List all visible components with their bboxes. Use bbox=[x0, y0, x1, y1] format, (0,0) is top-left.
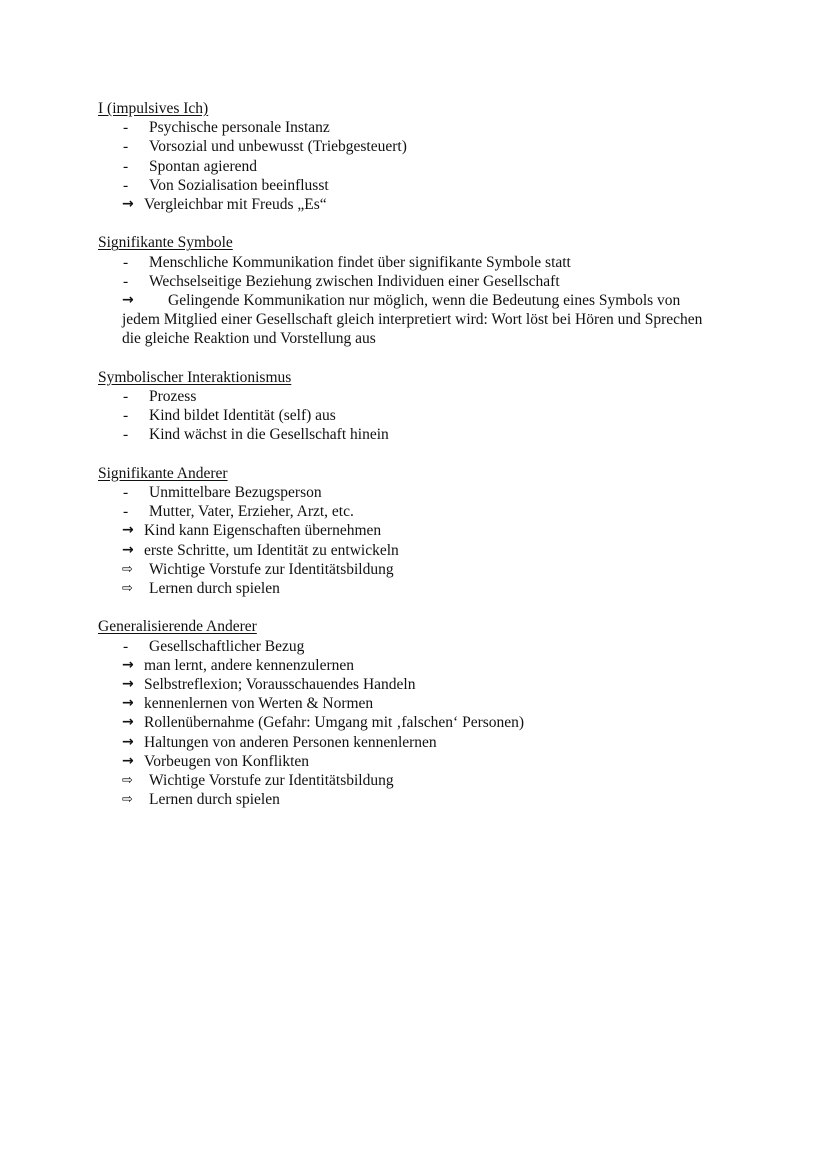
list-item: - Kind wächst in die Gesellschaft hinein bbox=[123, 426, 389, 444]
dash-bullet-icon: - bbox=[123, 119, 129, 137]
dash-bullet-icon: - bbox=[123, 388, 129, 406]
list-item: ⇨ Lernen durch spielen bbox=[122, 791, 280, 809]
list-item: ⇨ Wichtige Vorstufe zur Identitätsbildung bbox=[122, 560, 394, 578]
hollow-arrow-right-icon: ⇨ bbox=[122, 792, 133, 808]
list-item: - Mutter, Vater, Erzieher, Arzt, etc. bbox=[123, 503, 354, 521]
dash-bullet-icon: - bbox=[123, 484, 129, 502]
dash-bullet-icon: - bbox=[123, 407, 129, 425]
dash-bullet-icon: - bbox=[123, 272, 129, 290]
arrow-right-icon: → bbox=[122, 733, 134, 750]
list-item: - Spontan agierend bbox=[123, 157, 258, 175]
arrow-right-icon: → bbox=[122, 695, 134, 712]
section-heading: Symbolischer Interaktionismus bbox=[98, 368, 292, 386]
arrow-right-icon: → bbox=[122, 292, 134, 309]
dash-bullet-icon: - bbox=[123, 176, 129, 194]
list-item: → Kind kann Eigenschaften übernehmen bbox=[122, 522, 382, 540]
section-heading: I (impulsives Ich) bbox=[98, 100, 209, 117]
arrow-right-icon: → bbox=[122, 714, 134, 731]
list-item: - Vorsozial und unbewusst (Triebgesteuert) bbox=[123, 138, 407, 156]
list-item: - Psychische personale Instanz bbox=[123, 119, 330, 137]
list-item: - Kind bildet Identität (self) aus bbox=[123, 407, 336, 425]
list-item: → man lernt, andere kennenzulernen bbox=[122, 656, 355, 674]
section-generalisierende-anderer bbox=[98, 617, 738, 809]
arrow-right-icon: → bbox=[122, 541, 134, 558]
list-item: → Vorbeugen von Konflikten bbox=[122, 752, 310, 770]
dash-bullet-icon: - bbox=[123, 637, 129, 655]
section-heading: Generalisierende Anderer bbox=[98, 618, 257, 636]
list-item: - Gesellschaftlicher Bezug bbox=[123, 637, 305, 655]
arrow-right-icon: → bbox=[122, 522, 134, 539]
dash-bullet-icon: - bbox=[123, 426, 129, 444]
list-item: ⇨ Wichtige Vorstufe zur Identitätsbildung bbox=[122, 772, 394, 790]
list-item: - Menschliche Kommunikation findet über signifikante Symbole statt bbox=[123, 253, 571, 271]
list-item: → Vergleichbar mit Freuds „Es“ bbox=[122, 196, 327, 214]
document-page bbox=[98, 99, 738, 829]
dash-bullet-icon: - bbox=[123, 138, 129, 156]
hollow-arrow-right-icon: ⇨ bbox=[122, 581, 133, 597]
arrow-right-icon: → bbox=[122, 676, 134, 693]
arrow-right-icon: → bbox=[122, 196, 134, 213]
section-symbolischer-interaktionismus bbox=[98, 368, 738, 445]
hollow-arrow-right-icon: ⇨ bbox=[122, 773, 133, 789]
section-heading: Signifikante Symbole bbox=[98, 234, 233, 252]
dash-bullet-icon: - bbox=[123, 253, 129, 271]
hollow-arrow-right-icon: ⇨ bbox=[122, 561, 133, 577]
list-item: → Gelingende Kommunikation nur möglich, wenn die Bedeutung eines Symbols von jedem Mitglied einer Gesellschaft gleich interpretiert wird: Wort löst bei Hören und Sprechen die gleiche Reaktion und Vorstellung aus bbox=[122, 292, 703, 348]
list-item: → Rollenübernahme (Gefahr: Umgang mit ‚falschen‘ Personen) bbox=[122, 714, 525, 732]
list-item: - Unmittelbare Bezugsperson bbox=[123, 484, 322, 502]
section-heading: Signifikante Anderer bbox=[98, 464, 228, 482]
section-impulsives-ich bbox=[98, 99, 738, 214]
dash-bullet-icon: - bbox=[123, 157, 129, 175]
list-item: → erste Schritte, um Identität zu entwickeln bbox=[122, 541, 399, 559]
list-item: → kennenlernen von Werten & Normen bbox=[122, 695, 374, 713]
section-signifikante-symbole bbox=[98, 233, 738, 348]
arrow-right-icon: → bbox=[122, 752, 134, 769]
list-item: ⇨ Lernen durch spielen bbox=[122, 580, 280, 598]
list-item: → Haltungen von anderen Personen kennenlernen bbox=[122, 733, 437, 751]
list-item: - Wechselseitige Beziehung zwischen Individuen einer Gesellschaft bbox=[123, 272, 560, 290]
list-item: - Von Sozialisation beeinflusst bbox=[123, 176, 329, 194]
list-item: - Prozess bbox=[123, 388, 197, 406]
arrow-right-icon: → bbox=[122, 656, 134, 673]
dash-bullet-icon: - bbox=[123, 503, 129, 521]
list-item: → Selbstreflexion; Vorausschauendes Handeln bbox=[122, 676, 416, 694]
section-signifikante-anderer bbox=[98, 464, 738, 598]
